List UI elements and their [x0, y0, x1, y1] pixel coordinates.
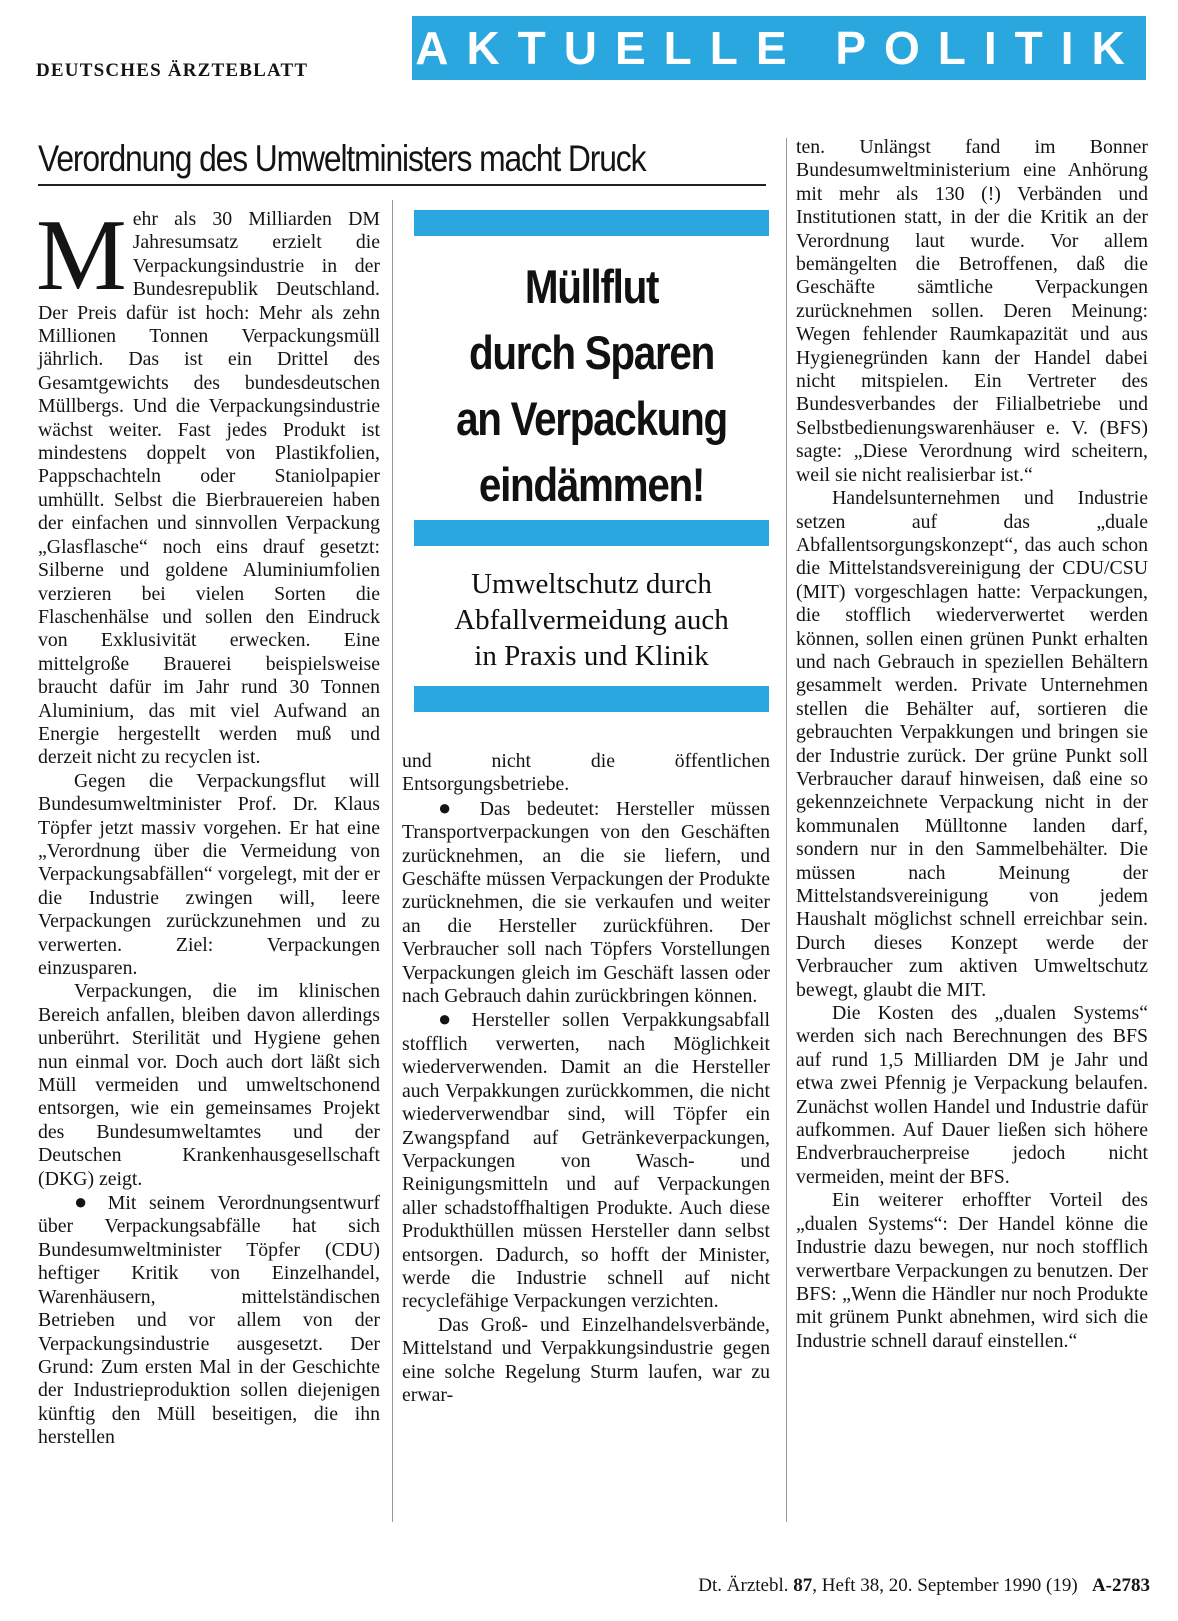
article-column-3 [796, 136, 1148, 1353]
column-divider [786, 138, 787, 1522]
footer-volume: 87 [793, 1575, 813, 1596]
article-paragraph: Handelsunternehmen und Industrie setzen auf das „duale Abfallentsorgungskonzept“, das auch schon die Mittelstandsvereinigung der CDU/CSU (MIT) vorgeschlagen hatte: Verpackungen, die stofflich wiederverwertet werden können, sollen einen grünen Punkt erhalten und nach Gebrauch in speziellen Behältern gesammelt werden. Private Unternehmen stellen die Behälter auf, sortieren die gebrauchten Verpakkungen und bringen sie der Industrie zurück. Der grüne Punkt soll Verbraucher darauf hinweisen, daß eine so gekennzeichnete Verpackung nicht in der kommunalen Mülltonne landen darf, sondern nur in den Sammelbehälter. Die müssen nach Meinung der Mittelstandsvereinigung von jedem Haushalt möglichst schnell erreichbar sein. Durch dieses Konzept werde der Verbraucher zum aktiven Umweltschutz bewegt, glaubt die MIT. [796, 487, 1148, 1001]
callout-band-bottom [414, 686, 769, 712]
article-paragraph: Verpackungen, die im klinischen Bereich anfallen, bleiben davon allerdings unberührt. Sterilität und Hygiene gehen nun einmal vor. Doch auch dort läßt sich Müll vermeiden und umweltschonend entsorgen, wie ein gemeinsames Projekt des Bundesumweltamtes und der Deutschen Krankenhausgesellschaft (DKG) zeigt. [38, 980, 380, 1190]
column-divider [392, 200, 393, 1522]
callout-box [414, 210, 769, 738]
article-paragraph: und nicht die öffentlichen Entsorgungsbetriebe. [402, 750, 770, 796]
section-banner: AKTUELLE POLITIK [412, 16, 1146, 80]
article-paragraph: ● Das bedeutet: Hersteller müssen Transportverpackungen von den Geschäften zurücknehmen, an die sie liefern, und Geschäfte müssen Verpackungen der Produkte zurücknehmen, die sie verkaufen und weiter an die Hersteller zurückführen. Der Verbraucher soll nach Töpfers Vorstellungen Verpackungen gleich im Geschäft lassen oder nach Gebrauch dahin zurückbringen können. [402, 794, 770, 1008]
callout-band-top [414, 210, 769, 236]
bullet-icon: ● [74, 1189, 96, 1215]
article-paragraph: ● Hersteller sollen Verpakkungsabfall stofflich verwerten, nach Möglichkeit wiederverwenden. Damit an die Hersteller auch Verpakkungen zurückkommen, die nicht wiederverwendbar sind, will Töpfer ein Zwangspfand auf Getränkeverpackungen, Verpackungen von Wasch- und Reinigungsmitteln und auf Verpackungen aller schadstoffhaltigen Produkte. Auch diese Produkthüllen müssen Hersteller dann selbst entsorgen. Dadurch, so hofft der Minister, werde die Industrie schnell auf nicht recyclefähige Verpackungen verzichten. [402, 1006, 770, 1313]
page-footer [556, 1575, 1150, 1597]
article-paragraph: Ein weiterer erhoffter Vorteil des „dualen Systems“: Der Handel könne die Industrie dazu bewegen, nur noch stofflich verwertbare Verpackungen zu benutzen. Der BFS: „Wenn die Händler nur noch Produkte mit grünem Punkt abnehmen, wird sich die Industrie schnell darauf einstellen.“ [796, 1189, 1148, 1352]
article-column-2 [402, 750, 770, 1407]
article-paragraph: Mehr als 30 Milliarden DM Jahresumsatz erzielt die Verpackungsindustrie in der Bundesrepublik Deutschland. Der Preis dafür ist hoch: Mehr als zehn Millionen Tonnen Verpackungsmüll jährlich. Das ist ein Drittel des Gesamtgewichts des bundesdeutschen Müllbergs. Und die Verpackungsindustrie wächst weiter. Fast jedes Produkt ist mindestens doppelt von Plastikfolien, Pappschachteln oder Staniolpapier umhüllt. Selbst die Bierbrauereien haben der einfachen und sinnvollen Verpackung „Glasflasche“ noch eins drauf gesetzt: Silberne und goldene Aluminiumfolien verzieren bei vielen Sorten die Flaschenhälse und sollen den Eindruck von Exklusivität erwecken. Eine mittelgroße Brauerei beispielsweise braucht dafür im Jahr rund 30 Tonnen Aluminium, das mit viel Aufwand an Energie hergestellt werden muß und derzeit nicht zu recyclen ist. [36, 199, 380, 769]
footer-issue: , Heft 38, 20. September 1990 (19) [812, 1575, 1078, 1596]
article-paragraph: Gegen die Verpackungsflut will Bundesumweltminister Prof. Dr. Klaus Töpfer jetzt massiv vorgehen. Er hat eine „Verordnung über die Vermeidung von Verpackungsabfällen“ vorgelegt, mit der er die Industrie zwingen will, leere Verpackungen zurückzunehmen und zu verwerten. Ziel: Verpackungen einzusparen. [38, 769, 380, 979]
callout-subtitle: Umweltschutz durch Abfallvermeidung auch in Praxis und Klinik [454, 568, 729, 672]
bullet-icon: ● [438, 1006, 459, 1032]
article-paragraph: ten. Unlängst fand im Bonner Bundesumweltministerium eine Anhörung mit mehr als 130 (!) Verbänden und Institutionen statt, in der die Kritik an der Verordnung laut wurde. Vor allem bemängelten die Betroffenen, daß die Geschäfte sämtliche Verpackungen zurücknehmen sollen. Deren Meinung: Wegen fehlender Raumkapazität und aus Hygienegründen kann der Handel dabei nicht mitspielen. Ein Vertreter des Bundesverbandes der Filialbetriebe und Selbstbedienungswarenhäuser e. V. (BFS) sagte: „Diese Verordnung wird scheitern, weil sie nicht realisierbar ist.“ [796, 136, 1148, 486]
callout-title: Müllflut durch Sparen an Verpackung eindämmen! [456, 260, 727, 511]
masthead: DEUTSCHES ÄRZTEBLATT [36, 60, 309, 81]
article-paragraph: ● Mit seinem Verordnungsentwurf über Verpackungsabfälle hat sich Bundesumweltminister Töpfer (CDU) heftiger Kritik von Einzelhandel, Warenhäusern, mittelständischen Betrieben und vor allem von der Verpackungsindustrie ausgesetzt. Der Grund: Zum ersten Mal in der Geschichte der Industrieproduktion sollen diejenigen künftig den Müll beseitigen, die ihn herstellen [38, 1189, 380, 1449]
headline-rule [38, 184, 766, 186]
page-number: A-2783 [1091, 1575, 1150, 1596]
bullet-icon: ● [438, 794, 463, 820]
footer-journal: Dt. Ärztebl. [698, 1575, 789, 1596]
article-headline: Verordnung des Umweltministers macht Druck [38, 138, 646, 179]
drop-cap: M [36, 199, 127, 312]
callout-band-middle [414, 520, 769, 546]
article-paragraph: Das Groß- und Einzelhandelsverbände, Mittelstand und Verpakkungsindustrie gegen eine solche Regelung Sturm laufen, war zu erwar- [402, 1313, 770, 1406]
article-paragraph: Die Kosten des „dualen Systems“ werden sich nach Berechnungen des BFS auf rund 1,5 Milliarden DM je Jahr und etwa zwei Pfennig je Verpackung belaufen. Zunächst wollen Handel und Industrie dafür aufkommen. Auf Dauer ließen sich höhere Endverbraucherpreise jedoch nicht vermeiden, meint der BFS. [796, 1002, 1148, 1188]
article-column-1 [36, 199, 380, 1450]
